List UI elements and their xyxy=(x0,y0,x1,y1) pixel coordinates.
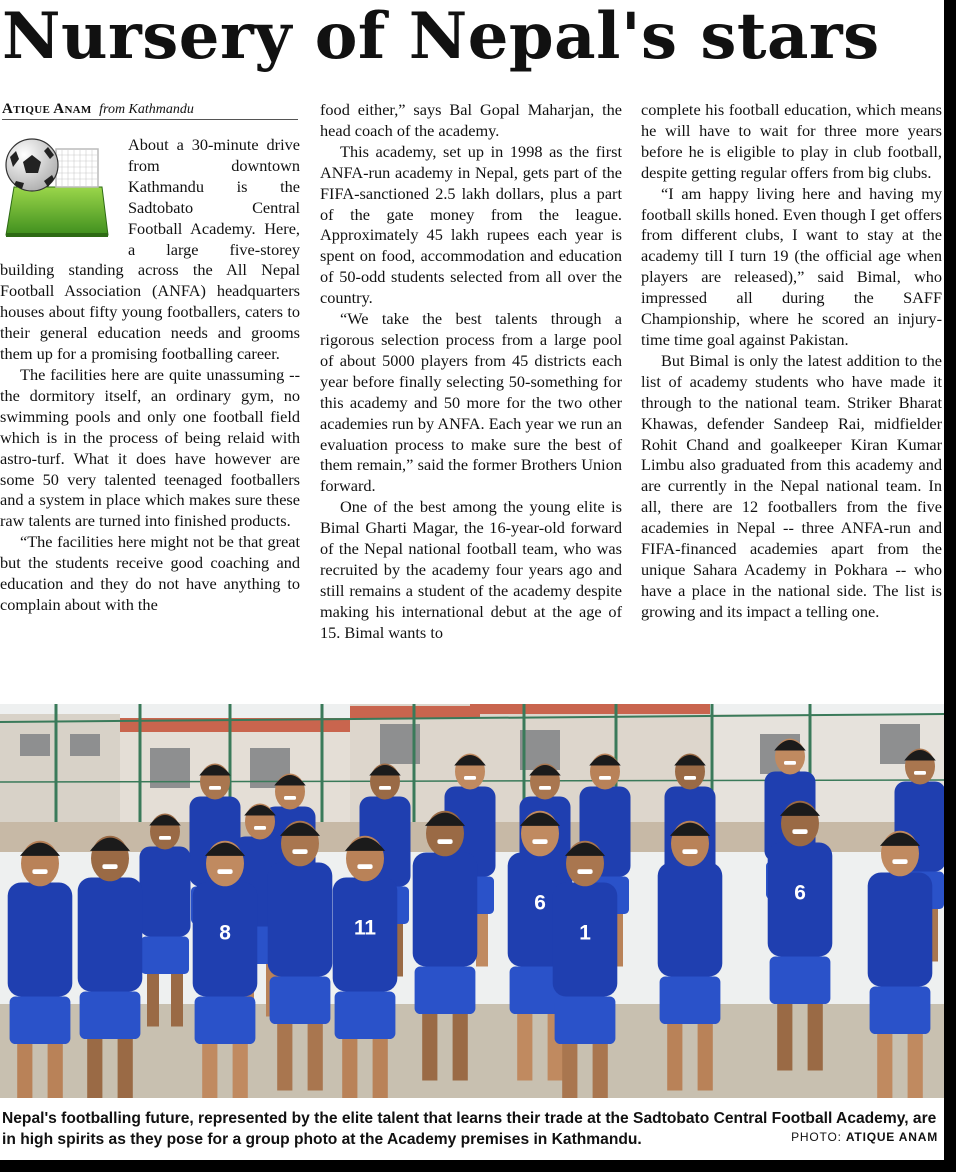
jersey-number: 8 xyxy=(219,921,231,945)
article-column-3 xyxy=(641,100,942,623)
article-paragraph: “The facilities here might not be that great but the students receive good coaching and education and they do not have anything to complain about with the xyxy=(0,532,300,614)
article-column-1 xyxy=(0,135,300,616)
article-column-2 xyxy=(320,100,622,644)
jersey-number: 6 xyxy=(794,881,806,905)
jersey-number: 1 xyxy=(579,921,591,945)
jersey-number: 6 xyxy=(534,891,546,915)
article-paragraph: One of the best among the young elite is Bimal Gharti Magar, the 16-year-old forward of the Nepal national football team, who was recruited by the academy four years ago and still remains a student of the academy despite making his international debut at the age of 15. Bimal wants to xyxy=(320,497,622,642)
article-paragraph: About a 30-minute drive from downtown Kathmandu is the Sadtobato Central Football Academy. Here, a large five-storey building standing across the All Nepal Football Association (ANFA) headquarters houses about fifty young footballers, caters to their general education needs and grooms them up for a promising footballing career. xyxy=(0,135,300,364)
jersey-number: 11 xyxy=(353,916,377,940)
byline-author: Atique Anam xyxy=(2,101,92,117)
photo-credit-label: PHOTO: xyxy=(791,1130,842,1144)
headline: Nursery of Nepal's stars xyxy=(2,0,880,74)
article-paragraph: This academy, set up in 1998 as the first ANFA-run academy in Nepal, gets part of the FIFA-sanctioned 2.5 lakh dollars, plus a part of the gate money from the league. Approximately 45 lakh rupees each year is spent on food, accommodation and education of 50-odd students selected from all over the country. xyxy=(320,141,622,308)
article-paragraph: The facilities here are quite unassuming -- the dormitory itself, an ordinary gym, no swimming pools and only one football field which is in the process of being relaid with astro-turf. What it does have however are some 50 very talented teenaged footballers and a system in place which makes sure these raw talents are turned into finished products. xyxy=(0,364,300,531)
byline-location: from Kathmandu xyxy=(99,102,194,117)
photo-caption-text: Nepal's footballing future, represented by the elite talent that learns their trade at the Sadtobato Central Football Academy, are in high spirits as they pose for a group photo at the Academy premises in Kathmandu. xyxy=(2,1110,937,1148)
article-paragraph: food either,” says Bal Gopal Maharjan, the head coach of the academy. xyxy=(320,100,622,140)
team-group-photo xyxy=(0,704,944,1098)
team-photo-illustration xyxy=(0,704,944,1098)
article-paragraph: But Bimal is only the latest addition to the list of academy students who have made it through to the national team. Striker Bharat Khawas, defender Sandeep Rai, midfielder Rohit Chand and goalkeeper Kiran Kumar Limbu also graduated from this academy and are currently in the Nepal national team. In all, there are 12 footballers from the five academies in Nepal -- three ANFA-run and FIFA-financed academies apart from the unique Sahara Academy in Pokhara -- who have a place in the national side. The list is growing and its impact a telling one. xyxy=(641,350,942,621)
article-paragraph: “I am happy living here and having my football skills honed. Even though I get offers from different clubs, I want to stay at the academy till I turn 19 (the official age when players are released),” said Bimal, who impressed all during the SAFF Championship, where he scored an injury-time time goal against Pakistan. xyxy=(641,183,942,349)
photo-credit xyxy=(791,1127,938,1148)
photo-credit-name: ATIQUE ANAM xyxy=(845,1130,938,1144)
football-icon xyxy=(4,135,110,239)
byline-rule xyxy=(2,119,298,120)
article-paragraph: “We take the best talents through a rigorous selection process from a large pool of about 5000 players from 45 districts each year before finally selecting 50-something for this academy and 50 more for the two other academies run by ANFA. Each year we run an evaluation process to make sure the best of them remain,” said the former Brothers Union forward. xyxy=(320,309,622,496)
article-paragraph: complete his football education, which means he will have to wait for three more years before he is eligible to play in club football, despite getting regular offers from big clubs. xyxy=(641,100,942,182)
photo-caption xyxy=(2,1108,942,1150)
byline xyxy=(2,101,194,118)
